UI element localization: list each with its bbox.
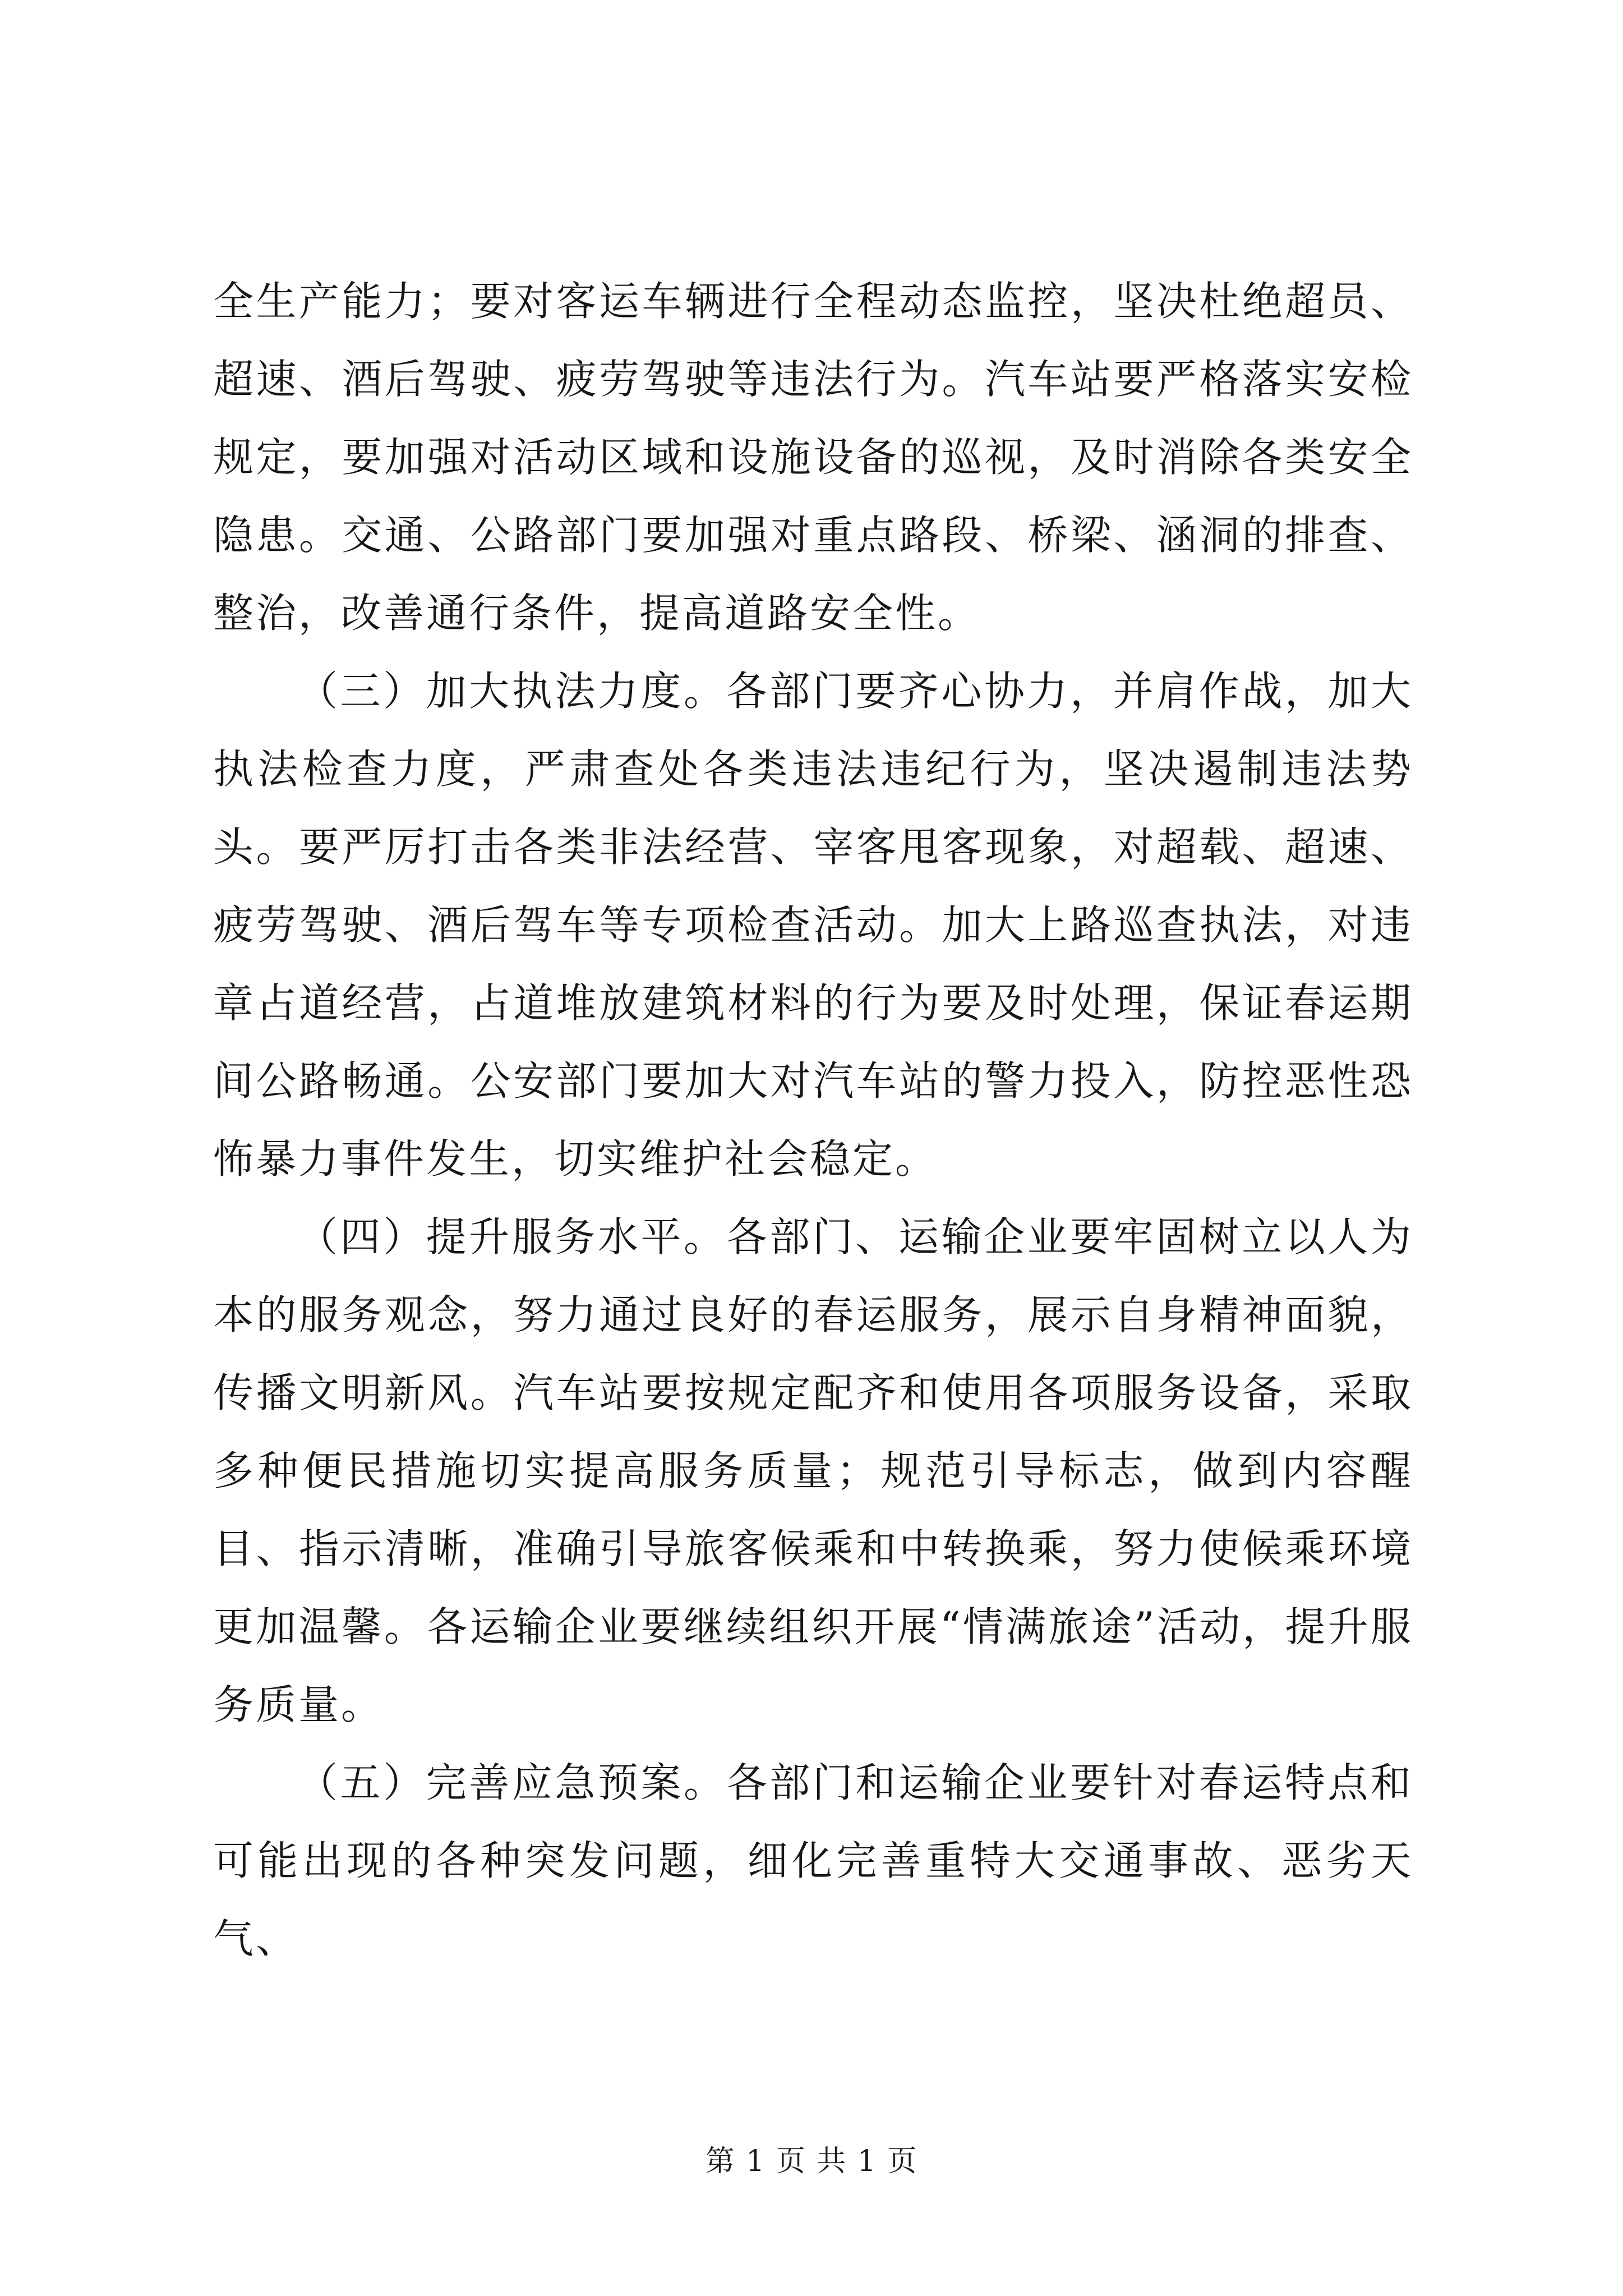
page-number: 第 1 页 共 1 页 [705, 2145, 918, 2178]
document-body [213, 263, 1413, 1978]
paragraph-emergency-plan: （五）完善应急预案。各部门和运输企业要针对春运特点和可能出现的各种突发问题，细化完善重特大交通事故、恶劣天气、 [213, 1759, 1413, 1962]
paragraph-law-enforcement: （三）加大执法力度。各部门要齐心协力，并肩作战，加大执法检查力度，严肃查处各类违法违纪行为，坚决遏制违法势头。要严厉打击各类非法经营、宰客甩客现象，对超载、超速、疲劳驾驶、酒后驾车等专项检查活动。加大上路巡查执法，对违章占道经营，占道堆放建筑材料的行为要及时处理，保证春运期间公路畅通。公安部门要加大对汽车站的警力投入，防控恶性恐怖暴力事件发生，切实维护社会稳定。 [213, 668, 1413, 1182]
page-footer [0, 2142, 1623, 2181]
paragraph-service-level: （四）提升服务水平。各部门、运输企业要牢固树立以人为本的服务观念，努力通过良好的春运服务，展示自身精神面貌，传播文明新风。汽车站要按规定配齐和使用各项服务设备，采取多种便民措施切实提高服务质量；规范引导标志，做到内容醒目、指示清晰，准确引导旅客候乘和中转换乘，努力使候乘环境更加温馨。各运输企业要继续组织开展“情满旅途”活动，提升服务质量。 [213, 1213, 1413, 1728]
paragraph-safety-continuation: 全生产能力；要对客运车辆进行全程动态监控，坚决杜绝超员、超速、酒后驾驶、疲劳驾驶等违法行为。汽车站要严格落实安检规定，要加强对活动区域和设施设备的巡视，及时消除各类安全隐患。交通、公路部门要加强对重点路段、桥梁、涵洞的排查、整治，改善通行条件，提高道路安全性。 [213, 278, 1413, 637]
